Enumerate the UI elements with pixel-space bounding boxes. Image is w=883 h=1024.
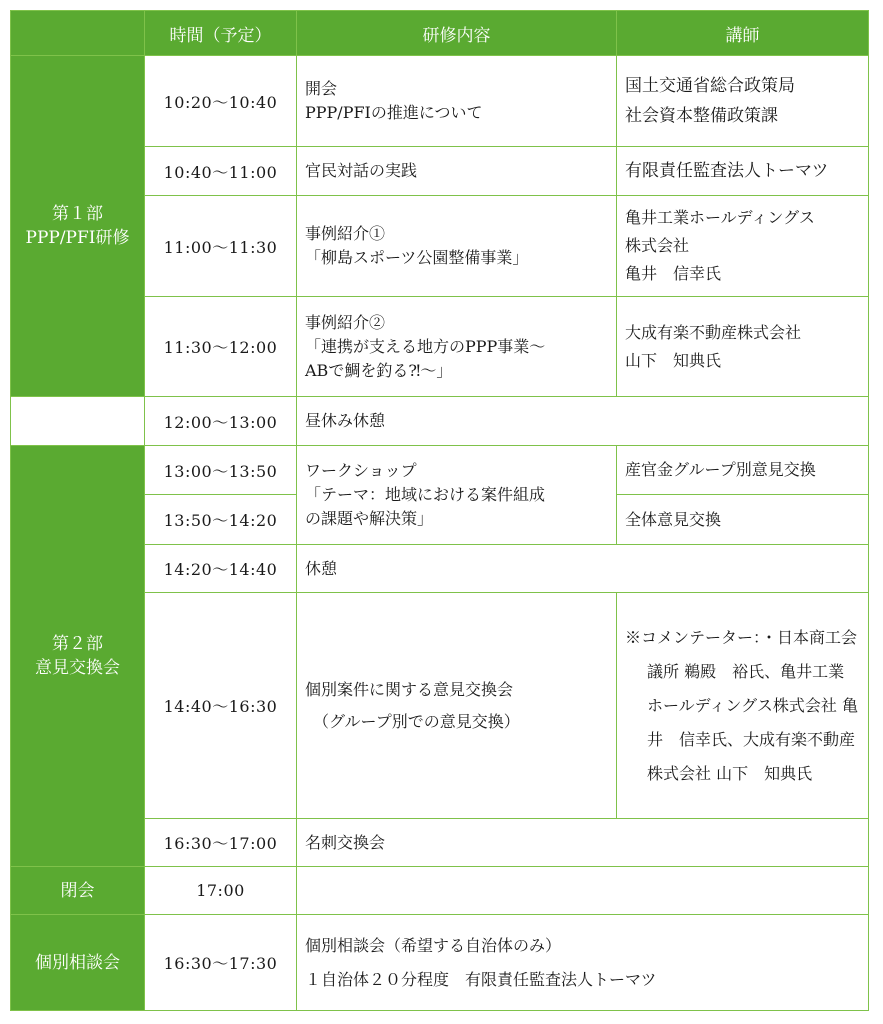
lecturer-line: 国土交通省総合政策局 bbox=[625, 76, 795, 96]
section-part1 bbox=[11, 56, 145, 397]
content-cell: 休憩 bbox=[297, 545, 869, 593]
lecturer-line: 亀井 信幸氏 bbox=[625, 264, 722, 283]
lecturer-cell bbox=[617, 593, 869, 819]
content-line: PPP/PFIの推進について bbox=[305, 103, 483, 122]
content-line: の課題や解決策」 bbox=[305, 509, 434, 528]
time-cell: 14:40〜16:30 bbox=[145, 593, 297, 819]
section-part2-line2: 意見交換会 bbox=[35, 658, 120, 678]
content-cell bbox=[297, 593, 617, 819]
content-line: ワークショップ bbox=[305, 461, 417, 480]
content-line: 事例紹介② bbox=[305, 312, 386, 332]
table-row bbox=[11, 915, 869, 1011]
header-blank-cell bbox=[11, 11, 145, 56]
time-cell: 17:00 bbox=[145, 867, 297, 915]
lecturer-line: 株式会社 bbox=[625, 236, 690, 255]
time-cell: 16:30〜17:30 bbox=[145, 915, 297, 1011]
table-row bbox=[11, 397, 869, 446]
time-cell: 11:00〜11:30 bbox=[145, 196, 297, 297]
schedule-sheet bbox=[10, 10, 868, 1012]
content-line: 個別相談会（希望する自治体のみ） bbox=[305, 935, 562, 955]
time-cell: 10:20〜10:40 bbox=[145, 56, 297, 147]
content-cell bbox=[297, 446, 617, 545]
content-line: 「テーマ：地域における案件組成 bbox=[305, 485, 546, 504]
lecturer-line: 亀井工業ホールディングス bbox=[625, 208, 815, 227]
header-content: 研修内容 bbox=[297, 11, 617, 56]
lecturer-cell: 産官金グループ別意見交換 bbox=[617, 446, 869, 495]
section-consult: 個別相談会 bbox=[11, 915, 145, 1011]
schedule-table bbox=[10, 10, 869, 1011]
content-cell bbox=[297, 915, 869, 1011]
lecturer-cell bbox=[617, 56, 869, 147]
lecturer-line: 社会資本整備政策課 bbox=[625, 106, 778, 126]
section-closing: 閉会 bbox=[11, 867, 145, 915]
time-cell: 12:00〜13:00 bbox=[145, 397, 297, 446]
header-row bbox=[11, 11, 869, 56]
content-line: 個別案件に関する意見交換会 bbox=[305, 679, 514, 699]
lecturer-cell bbox=[617, 297, 869, 397]
lecturer-cell: 全体意見交換 bbox=[617, 495, 869, 545]
content-line: 「連携が支える地方のPPP事業〜 bbox=[305, 336, 546, 356]
section-part1-line2: PPP/PFI研修 bbox=[25, 228, 130, 248]
table-row bbox=[11, 446, 869, 495]
content-line: （グループ別での意見交換） bbox=[313, 711, 520, 731]
table-row bbox=[11, 867, 869, 915]
commentator-text: ※コメンテーター：・日本商工会議所 鵜殿 裕氏、亀井工業ホールディングス株式会社 亀井 信幸氏、大成有楽不動産株式会社 山下 知典氏 bbox=[625, 627, 859, 783]
content-cell bbox=[297, 297, 617, 397]
lecturer-cell bbox=[617, 196, 869, 297]
content-line: 官民対話の実践 bbox=[305, 161, 418, 180]
header-time: 時間（予定） bbox=[145, 11, 297, 56]
content-line: １自治体２０分程度 有限責任監査法人トーマツ bbox=[305, 969, 657, 989]
lecturer-line: 山下 知典氏 bbox=[625, 350, 722, 370]
content-cell: 昼休み休憩 bbox=[297, 397, 869, 446]
content-cell: 名刺交換会 bbox=[297, 819, 869, 867]
blank-section-cell bbox=[11, 397, 145, 446]
content-line: 開会 bbox=[305, 79, 338, 98]
table-row bbox=[11, 56, 869, 147]
content-cell bbox=[297, 196, 617, 297]
section-part2 bbox=[11, 446, 145, 867]
time-cell: 10:40〜11:00 bbox=[145, 147, 297, 196]
content-cell bbox=[297, 147, 617, 196]
time-cell: 13:50〜14:20 bbox=[145, 495, 297, 545]
header-lecturer: 講師 bbox=[617, 11, 869, 56]
content-line: 事例紹介① bbox=[305, 224, 386, 243]
time-cell: 16:30〜17:00 bbox=[145, 819, 297, 867]
content-line: ABで鯛を釣る⁈〜」 bbox=[305, 360, 453, 380]
content-cell bbox=[297, 867, 869, 915]
time-cell: 13:00〜13:50 bbox=[145, 446, 297, 495]
time-cell: 11:30〜12:00 bbox=[145, 297, 297, 397]
content-cell bbox=[297, 56, 617, 147]
lecturer-line: 大成有楽不動産株式会社 bbox=[625, 322, 802, 342]
section-part2-line1: 第２部 bbox=[52, 634, 103, 654]
time-cell: 14:20〜14:40 bbox=[145, 545, 297, 593]
lecturer-line: 有限責任監査法人トーマツ bbox=[625, 161, 829, 181]
lecturer-cell bbox=[617, 147, 869, 196]
content-line: 「柳島スポーツ公園整備事業」 bbox=[305, 248, 529, 267]
section-part1-line1: 第１部 bbox=[52, 204, 103, 224]
